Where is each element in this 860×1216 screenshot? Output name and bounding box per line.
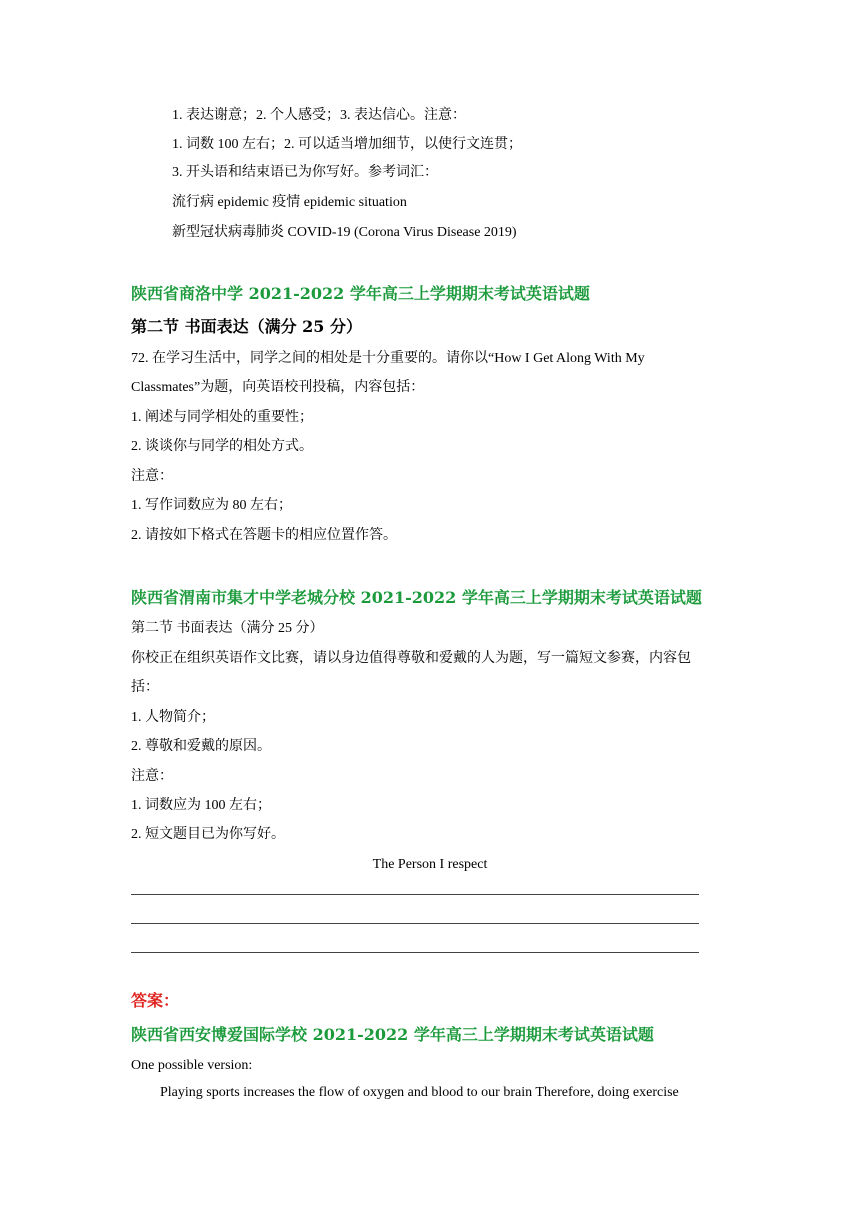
answer-line bbox=[131, 952, 699, 953]
text-line: 1. 表达谢意；2. 个人感受；3. 表达信心。注意： bbox=[172, 108, 466, 123]
text-line: 2. 谈谈你与同学的相处方式。 bbox=[131, 439, 313, 454]
text-line: 流行病 epidemic 疫情 epidemic situation bbox=[172, 195, 407, 210]
text-line: 72. 在学习生活中，同学之间的相处是十分重要的。请你以“How I Get Along With My bbox=[131, 351, 645, 366]
text-line: 括： bbox=[131, 680, 159, 695]
text-line: One possible version: bbox=[131, 1058, 253, 1073]
section-subheading: 第二节 书面表达（满分 25 分） bbox=[131, 621, 324, 636]
text-line: 新型冠状病毒肺炎 COVID-19 (Corona Virus Disease 2019) bbox=[172, 225, 517, 240]
answer-line bbox=[131, 923, 699, 924]
text-line: 2. 短文题目已为你写好。 bbox=[131, 827, 285, 842]
text-line: 1. 词数应为 100 左右； bbox=[131, 798, 271, 813]
text-line: 2. 请按如下格式在答题卡的相应位置作答。 bbox=[131, 528, 397, 543]
section-heading: 陕西省西安博爱国际学校 2021-2022 学年高三上学期期末考试英语试题 bbox=[131, 1025, 654, 1044]
text-line: 2. 尊敬和爱戴的原因。 bbox=[131, 739, 271, 754]
text-line: 1. 人物简介； bbox=[131, 710, 215, 725]
text-line: 1. 词数 100 左右；2. 可以适当增加细节，以使行文连贯； bbox=[172, 137, 522, 152]
answer-label: 答案： bbox=[131, 991, 180, 1010]
text-line: Classmates”为题，向英语校刊投稿，内容包括： bbox=[131, 380, 425, 395]
essay-title: The Person I respect bbox=[372, 857, 488, 872]
text-line: 1. 写作词数应为 80 左右； bbox=[131, 498, 292, 513]
section-heading: 陕西省商洛中学 2021-2022 学年高三上学期期末考试英语试题 bbox=[131, 284, 590, 303]
answer-line bbox=[131, 894, 699, 895]
text-line: 你校正在组织英语作文比赛，请以身边值得尊敬和爱戴的人为题，写一篇短文参赛，内容包 bbox=[131, 651, 691, 666]
text-line: Playing sports increases the flow of oxygen and blood to our brain Therefore, doing exercise bbox=[160, 1085, 679, 1100]
section-heading: 陕西省渭南市集才中学老城分校 2021-2022 学年高三上学期期末考试英语试题 bbox=[131, 588, 702, 607]
text-line: 注意： bbox=[131, 469, 173, 484]
text-line: 注意： bbox=[131, 769, 173, 784]
text-line: 3. 开头语和结束语已为你写好。参考词汇： bbox=[172, 165, 438, 180]
text-line: 1. 阐述与同学相处的重要性； bbox=[131, 410, 313, 425]
section-subheading: 第二节 书面表达（满分 25 分） bbox=[131, 317, 362, 336]
